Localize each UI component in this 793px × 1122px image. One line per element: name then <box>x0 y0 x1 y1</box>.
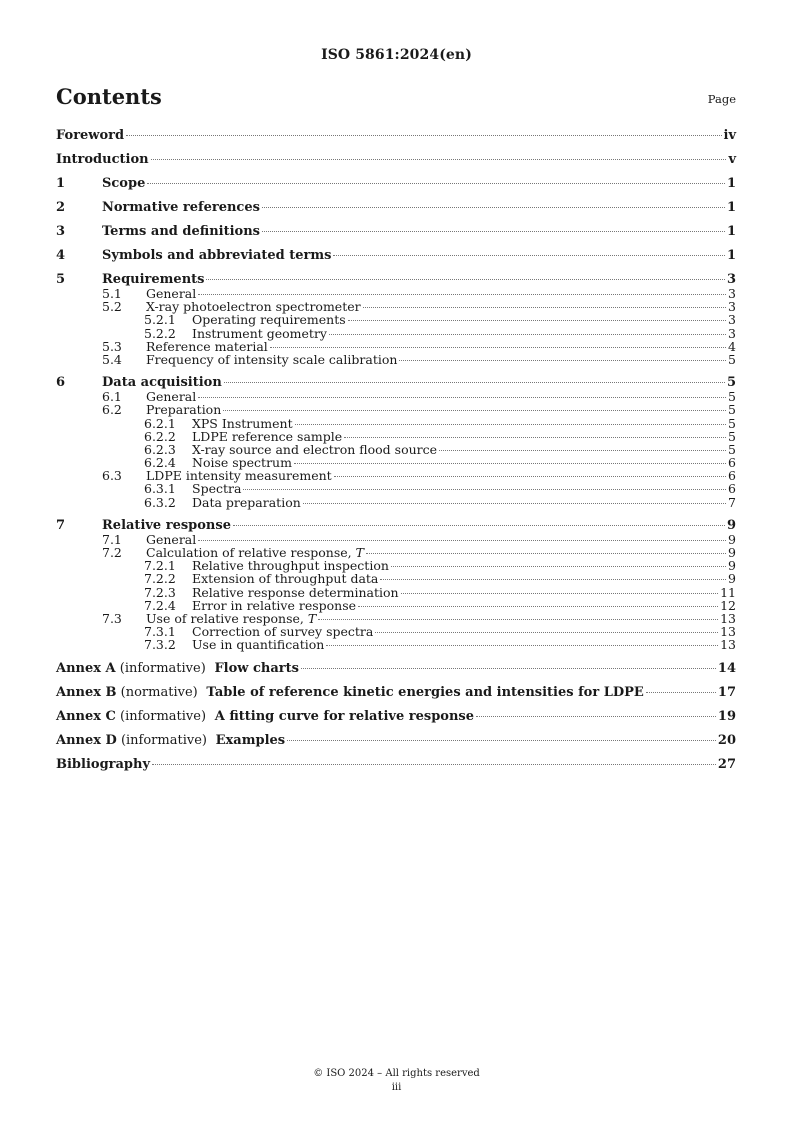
toc-entry-number: 6.2.3 <box>144 441 176 457</box>
toc-entry-page: 19 <box>717 708 736 724</box>
toc-entry-number: 6.2.4 <box>144 455 176 471</box>
toc-entry-number: 5.3 <box>102 338 122 354</box>
entry-title-text: Introduction <box>56 152 149 167</box>
table-of-contents <box>56 129 736 772</box>
toc-entry-title <box>56 758 150 772</box>
entry-title-text: General <box>146 389 197 405</box>
dot-leader <box>301 668 716 669</box>
toc-entry-number: 5.1 <box>102 286 122 301</box>
dot-leader <box>262 207 725 208</box>
entry-title-symbol: T <box>307 610 317 626</box>
toc-entry-page: 9 <box>728 571 736 587</box>
entry-title-text: Bibliography <box>56 756 151 772</box>
toc-entry[interactable] <box>56 249 736 263</box>
entry-title-text: Relative response determination <box>192 584 399 600</box>
toc-entry-page: 1 <box>726 248 736 263</box>
toc-entry-page: 7 <box>728 494 736 510</box>
dot-leader <box>329 334 726 335</box>
toc-entry-number: 4 <box>56 248 66 263</box>
toc-entry[interactable] <box>56 376 736 390</box>
dot-leader <box>399 360 726 361</box>
entry-title-text: LDPE intensity measurement <box>146 468 332 484</box>
toc-entry-number: 2 <box>56 200 66 215</box>
entry-title-text: LDPE reference sample <box>192 428 343 444</box>
toc-entry-title <box>102 177 145 191</box>
toc-entry[interactable] <box>56 417 736 430</box>
toc-entry-title <box>56 153 149 167</box>
toc-entry-number: 7.2.3 <box>144 584 176 600</box>
toc-entry[interactable] <box>56 353 736 366</box>
entry-title-text: Requirements <box>102 272 205 287</box>
contents-title: Contents <box>56 84 162 109</box>
toc-entry-page: 1 <box>726 176 736 191</box>
toc-entry-page: 11 <box>720 584 736 600</box>
toc-entry-number: 7 <box>56 517 66 533</box>
toc-entry-title <box>192 496 301 509</box>
dot-leader <box>303 503 726 504</box>
dot-leader <box>358 606 718 607</box>
entry-title-text: Symbols and abbreviated terms <box>102 248 332 263</box>
toc-entry-number: 6.3.1 <box>144 481 176 497</box>
toc-entry-page: 20 <box>717 732 736 748</box>
annex-label: Annex A <box>56 660 116 676</box>
toc-entry-number: 7.3.2 <box>144 637 176 653</box>
toc-entry-title <box>192 638 324 651</box>
toc-entry-page: 6 <box>728 468 736 484</box>
dot-leader <box>147 183 725 184</box>
entry-title-text: Data preparation <box>192 494 301 510</box>
dot-leader <box>294 463 726 464</box>
dot-leader <box>198 540 726 541</box>
annex-title: Table of reference kinetic energies and intensities for LDPE <box>201 684 644 700</box>
annex-type: (informative) <box>115 708 211 724</box>
toc-entry-number: 7.2.1 <box>144 558 176 574</box>
dot-leader <box>391 566 726 567</box>
entry-title-symbol: T <box>355 545 364 560</box>
page-footer <box>0 1067 793 1095</box>
entry-title-text: Data acquisition <box>102 375 222 391</box>
toc-entry-number: 7.2.4 <box>144 597 176 613</box>
toc-entry-page: v <box>728 152 736 167</box>
page-column-label: Page <box>707 92 736 106</box>
entry-title-text: Terms and definitions <box>102 224 260 239</box>
toc-entry-title <box>146 353 397 366</box>
toc-entry-number: 5 <box>56 272 66 287</box>
toc-entry-page: 13 <box>720 610 736 626</box>
toc-entry-number: 7.3.1 <box>144 624 176 640</box>
dot-leader <box>333 255 724 256</box>
toc-entry[interactable] <box>56 313 736 326</box>
entry-title-text: Spectra <box>192 481 242 497</box>
dot-leader <box>326 645 718 646</box>
entry-title-text: General <box>146 286 197 301</box>
annex-title: Flow charts <box>209 660 299 676</box>
toc-entry-number: 6 <box>56 375 66 391</box>
dot-leader <box>198 397 726 398</box>
dot-leader <box>270 347 726 348</box>
annex-title: Examples <box>211 732 286 748</box>
toc-entry-page: 9 <box>728 531 736 547</box>
entry-title-text: Relative response <box>102 517 231 533</box>
entry-title-text: Scope <box>102 176 146 191</box>
toc-entry[interactable] <box>56 403 736 416</box>
toc-entry-title <box>56 686 644 700</box>
dot-leader <box>439 450 726 451</box>
dot-leader <box>366 553 726 554</box>
entry-title-text: XPS Instrument <box>192 415 293 431</box>
toc-entry[interactable] <box>56 586 736 599</box>
dot-leader <box>198 294 726 295</box>
annex-label: Annex B <box>56 684 117 700</box>
dot-leader <box>401 593 718 594</box>
entry-title-text: Use in quantification <box>192 637 325 653</box>
toc-entry-title <box>102 273 204 287</box>
dot-leader <box>318 619 718 620</box>
dot-leader <box>476 716 716 717</box>
dot-leader <box>363 307 726 308</box>
entry-title-text: General <box>146 531 197 547</box>
toc-entry[interactable] <box>56 519 736 533</box>
toc-entry-number: 6.2.2 <box>144 428 176 444</box>
toc-entry-title <box>102 376 222 390</box>
toc-entry-page: 6 <box>728 481 736 497</box>
copyright-notice: © ISO 2024 – All rights reserved <box>313 1068 480 1079</box>
toc-entry-page: 5 <box>728 389 736 405</box>
document-header: ISO 5861:2024(en) <box>321 47 472 63</box>
toc-entry-title <box>56 662 299 676</box>
toc-entry[interactable] <box>56 129 736 143</box>
toc-entry[interactable] <box>56 734 736 748</box>
entry-title-text: Frequency of intensity scale calibration <box>146 351 398 367</box>
dot-leader <box>233 525 725 526</box>
annex-label: Annex D <box>56 732 117 748</box>
toc-entry[interactable] <box>56 758 736 772</box>
dot-leader <box>126 135 721 136</box>
dot-leader <box>151 159 727 160</box>
entry-title-text: Calculation of relative response, <box>146 545 356 560</box>
annex-label: Annex C <box>56 708 116 724</box>
toc-entry-title <box>56 734 285 748</box>
entry-title-text: Relative throughput inspection <box>192 558 389 574</box>
toc-entry-number: 5.4 <box>102 351 122 367</box>
entry-title-text: Noise spectrum <box>192 455 292 471</box>
toc-entry[interactable] <box>56 686 736 700</box>
toc-entry-title <box>102 249 331 263</box>
toc-entry-number: 5.2.2 <box>144 325 176 341</box>
toc-entry-page: 9 <box>728 558 736 574</box>
dot-leader <box>224 382 725 383</box>
toc-entry-page: 5 <box>728 415 736 431</box>
entry-title-text: Error in relative response <box>192 597 357 613</box>
toc-entry[interactable] <box>56 201 736 215</box>
dot-leader <box>287 740 716 741</box>
toc-entry-page: 3 <box>726 272 736 287</box>
toc-entry-number: 1 <box>56 176 66 191</box>
toc-entry-page: 14 <box>717 660 736 676</box>
dot-leader <box>646 692 716 693</box>
entry-title-text: Reference material <box>146 338 268 354</box>
toc-entry-number: 3 <box>56 224 66 239</box>
entry-title-text: Preparation <box>146 402 222 418</box>
annex-type: (normative) <box>116 684 202 700</box>
toc-entry-page: 5 <box>728 351 736 367</box>
entry-title-text: Operating requirements <box>192 312 346 328</box>
toc-entry-page: 3 <box>728 325 736 341</box>
dot-leader <box>334 476 726 477</box>
toc-entry[interactable] <box>56 273 736 287</box>
dot-leader <box>223 410 726 411</box>
toc-entry-page: 6 <box>728 455 736 471</box>
toc-entry-number: 7.3 <box>102 610 122 626</box>
dot-leader <box>380 579 726 580</box>
toc-entry-title <box>102 519 231 533</box>
toc-entry-page: iv <box>723 128 736 143</box>
dot-leader <box>348 320 726 321</box>
dot-leader <box>295 424 726 425</box>
toc-entry[interactable] <box>56 710 736 724</box>
toc-entry[interactable] <box>56 496 736 509</box>
toc-entry[interactable] <box>56 662 736 676</box>
entry-title-text: Use of relative response, <box>146 610 308 626</box>
toc-entry-page: 12 <box>720 597 736 613</box>
toc-entry-number: 7.2 <box>102 545 122 560</box>
toc-entry[interactable] <box>56 482 736 495</box>
toc-entry-number: 6.1 <box>102 389 122 405</box>
toc-entry-page: 5 <box>728 441 736 457</box>
entry-title-text: Foreword <box>56 128 125 143</box>
toc-entry-page: 9 <box>726 517 736 533</box>
entry-title-text: X-ray photoelectron spectrometer <box>146 299 361 315</box>
dot-leader <box>262 231 725 232</box>
toc-entry-number: 5.2.1 <box>144 312 176 328</box>
dot-leader <box>243 489 726 490</box>
toc-entry-number: 7.2.2 <box>144 571 176 587</box>
entry-title-text: Extension of throughput data <box>192 571 379 587</box>
toc-entry-page: 3 <box>728 286 736 301</box>
toc-entry-title <box>56 129 124 143</box>
entry-title-text: Correction of survey spectra <box>192 624 374 640</box>
toc-entry[interactable] <box>56 153 736 167</box>
annex-type: (informative) <box>115 660 210 676</box>
toc-entry-page: 13 <box>720 624 736 640</box>
toc-entry-number: 6.2 <box>102 402 122 418</box>
dot-leader <box>375 632 718 633</box>
toc-entry-page: 5 <box>728 402 736 418</box>
entry-title-text: X-ray source and electron flood source <box>192 441 438 457</box>
toc-entry-page: 5 <box>726 375 736 391</box>
toc-entry-page: 4 <box>728 338 736 354</box>
toc-entry-title <box>56 710 474 724</box>
toc-entry-page: 5 <box>728 428 736 444</box>
toc-entry-number: 6.2.1 <box>144 415 176 431</box>
toc-entry-page: 17 <box>717 684 736 700</box>
annex-type: (informative) <box>116 732 212 748</box>
toc-entry-page: 13 <box>720 637 736 653</box>
toc-entry-page: 1 <box>726 224 736 239</box>
toc-entry-page: 27 <box>717 756 736 772</box>
toc-entry[interactable] <box>56 177 736 191</box>
toc-entry-page: 3 <box>728 299 736 315</box>
page-number: iii <box>391 1082 402 1093</box>
dot-leader <box>152 764 716 765</box>
toc-entry-title <box>102 225 260 239</box>
toc-entry-number: 6.3.2 <box>144 494 176 510</box>
dot-leader <box>206 279 724 280</box>
toc-entry-number: 5.2 <box>102 299 122 315</box>
toc-entry-page: 9 <box>728 545 736 560</box>
entry-title-text: Instrument geometry <box>192 325 327 341</box>
annex-title: A fitting curve for relative response <box>210 708 475 724</box>
entry-title-text: Normative references <box>102 200 260 215</box>
toc-entry[interactable] <box>56 225 736 239</box>
toc-entry-page: 3 <box>728 312 736 328</box>
dot-leader <box>344 437 726 438</box>
toc-entry-number: 7.1 <box>102 531 122 547</box>
toc-entry-number: 6.3 <box>102 468 122 484</box>
toc-entry-page: 1 <box>726 200 736 215</box>
toc-entry-title <box>102 201 260 215</box>
toc-entry[interactable] <box>56 638 736 651</box>
